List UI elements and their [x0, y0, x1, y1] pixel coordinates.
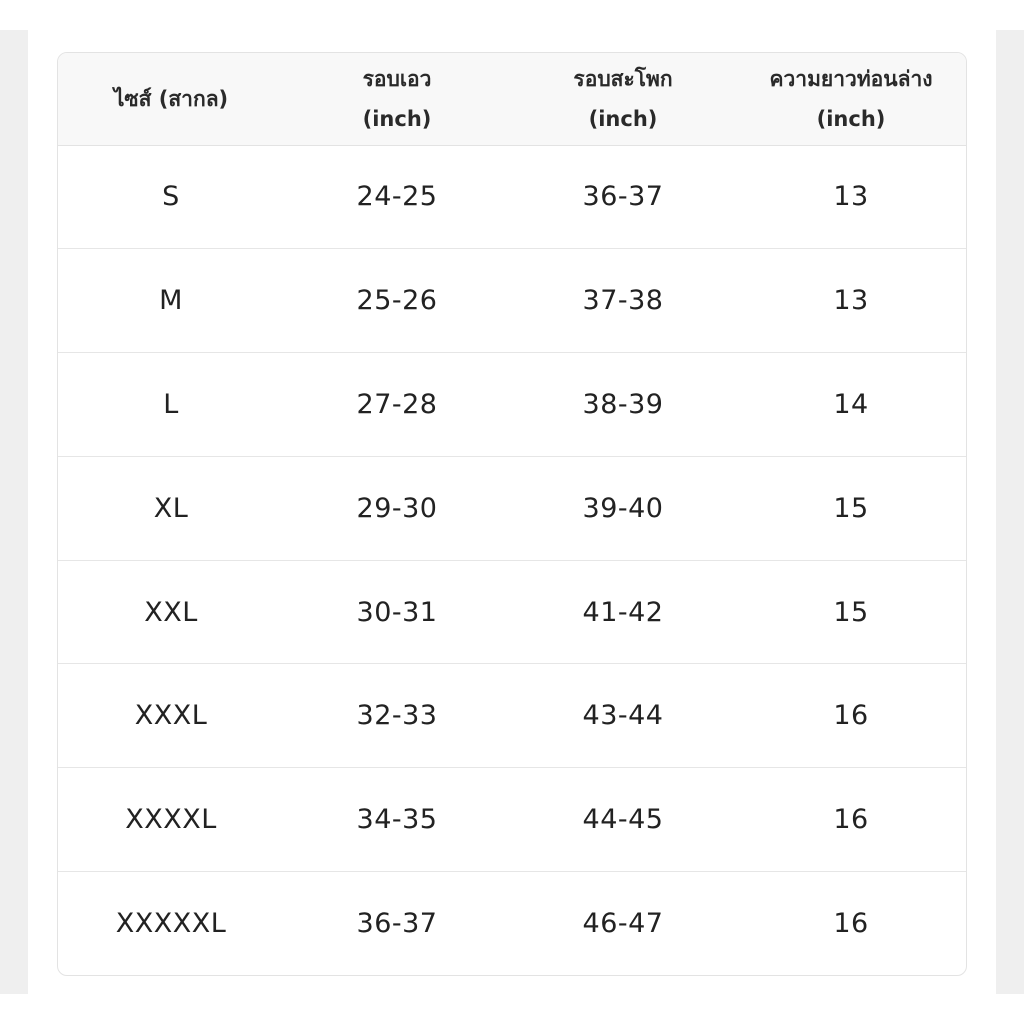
cell-size: L [58, 353, 284, 457]
cell-hip: 39-40 [510, 456, 736, 560]
right-gutter [996, 30, 1024, 994]
cell-length: 15 [736, 560, 966, 664]
cell-size: XXXXXL [58, 872, 284, 976]
size-chart-table [58, 53, 966, 975]
cell-waist: 29-30 [284, 456, 510, 560]
cell-length: 15 [736, 456, 966, 560]
table-header [58, 53, 966, 145]
cell-length: 16 [736, 664, 966, 768]
header-waist-label: รอบเอว [362, 66, 432, 91]
cell-size: XXXXL [58, 768, 284, 872]
table-row [58, 456, 966, 560]
header-hip-label: รอบสะโพก [573, 66, 673, 91]
cell-hip: 37-38 [510, 249, 736, 353]
header-length-label: ความยาวท่อนล่าง [769, 66, 933, 91]
table-row [58, 664, 966, 768]
header-size-label: ไซส์ (สากล) [113, 86, 229, 111]
header-size [58, 53, 284, 145]
cell-size: S [162, 181, 180, 213]
cell-length: 14 [736, 353, 966, 457]
cell-waist: 25-26 [284, 249, 510, 353]
cell-hip: 41-42 [510, 560, 736, 664]
cell-waist: 36-37 [284, 872, 510, 976]
size-chart-card [57, 52, 967, 976]
cell-hip: 44-45 [510, 768, 736, 872]
cell-length: 16 [736, 768, 966, 872]
header-row [58, 53, 966, 145]
table-row [58, 145, 966, 249]
cell-hip: 43-44 [510, 664, 736, 768]
cell-length: 13 [833, 181, 869, 213]
cell-length: 13 [736, 249, 966, 353]
header-hip [510, 53, 736, 145]
cell-length: 16 [736, 872, 966, 976]
cell-hip: 38-39 [510, 353, 736, 457]
cell-waist: 27-28 [284, 353, 510, 457]
header-length [736, 53, 966, 145]
cell-size: XXL [58, 560, 284, 664]
table-row [58, 768, 966, 872]
header-length-unit: (inch) [816, 106, 886, 131]
cell-size: XL [58, 456, 284, 560]
header-hip-unit: (inch) [588, 106, 658, 131]
header-waist [284, 53, 510, 145]
cell-waist: 32-33 [284, 664, 510, 768]
cell-size: XXXL [58, 664, 284, 768]
table-body [58, 145, 966, 975]
table-row [58, 353, 966, 457]
cell-waist: 30-31 [284, 560, 510, 664]
header-waist-unit: (inch) [362, 106, 432, 131]
cell-waist: 34-35 [284, 768, 510, 872]
table-row [58, 560, 966, 664]
table-row [58, 249, 966, 353]
cell-size: M [58, 249, 284, 353]
cell-hip: 46-47 [510, 872, 736, 976]
table-row [58, 872, 966, 976]
cell-waist: 24-25 [356, 181, 438, 213]
left-gutter [0, 30, 28, 994]
cell-hip: 36-37 [582, 181, 664, 213]
